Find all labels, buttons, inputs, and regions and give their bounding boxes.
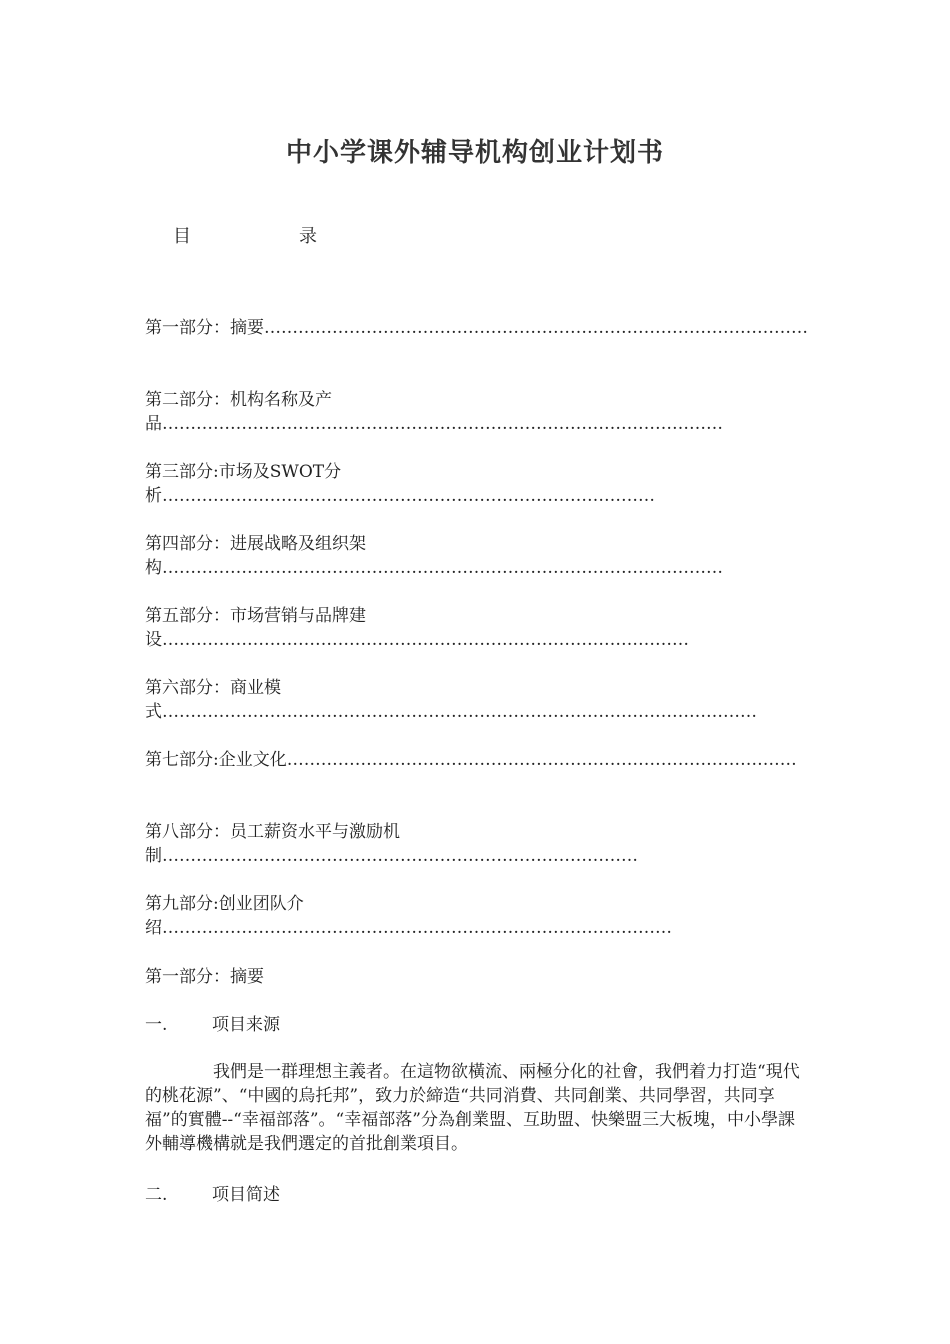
subsection-heading xyxy=(145,1183,810,1207)
toc-item xyxy=(145,532,810,604)
subsection-title: 项目来源 xyxy=(212,1015,280,1035)
toc-item-label: 第二部分：机构名称及产品 xyxy=(145,390,332,434)
toc-item-leader: ……………………………………………………………………………… xyxy=(286,750,797,770)
toc-item xyxy=(145,604,810,676)
subsection-heading xyxy=(145,1013,810,1037)
subsection-number: 一. xyxy=(145,1015,168,1035)
toc-item-leader: ……………………………………………………………………………………… xyxy=(162,558,723,578)
subsection-number: 二. xyxy=(145,1185,168,1205)
toc-item-label: 第三部分:市场及SWOT分析 xyxy=(145,462,342,506)
toc-item-leader: ………………………………………………………………………………… xyxy=(162,630,689,650)
toc-item xyxy=(145,316,810,388)
section-heading: 第一部分：摘要 xyxy=(145,967,264,987)
toc-item-leader: …………………………………………………………………………………………… xyxy=(162,702,757,722)
toc-item xyxy=(145,460,810,532)
subsection-title: 项目简述 xyxy=(212,1185,280,1205)
toc-item-label: 第九部分:创业团队介绍 xyxy=(145,894,304,938)
toc-heading xyxy=(173,222,317,248)
toc-item xyxy=(145,748,810,820)
toc-item-label: 第七部分:企业文化 xyxy=(145,750,287,770)
toc-item-leader: ……………………………………………………………………………………… xyxy=(162,414,723,434)
toc-item-label: 第八部分：员工薪资水平与激励机制 xyxy=(145,822,400,866)
toc-item-label: 第一部分：摘要 xyxy=(145,318,264,338)
toc-item-label: 第五部分：市场营销与品牌建设 xyxy=(145,606,366,650)
toc-item xyxy=(145,820,810,892)
toc-item xyxy=(145,892,810,964)
toc-item-leader: …………………………………………………………………………………… xyxy=(264,318,808,338)
toc-item xyxy=(145,388,810,460)
document-title: 中小学课外辅导机构创业计划书 xyxy=(285,138,664,168)
table-of-contents xyxy=(145,316,810,964)
toc-item xyxy=(145,676,810,748)
toc-item-leader: ……………………………………………………………………………… xyxy=(162,918,672,938)
toc-heading-left: 目 xyxy=(173,226,191,247)
toc-item-label: 第四部分：进展战略及组织架构 xyxy=(145,534,366,578)
toc-item-leader: …………………………………………………………………………… xyxy=(162,486,655,506)
toc-item-leader: ………………………………………………………………………… xyxy=(162,846,638,866)
body-paragraph: 我們是一群理想主義者。在這物欲橫流、兩極分化的社會，我們着力打造“現代的桃花源”、“中國的烏托邦”，致力於締造“共同消費、共同創業、共同學習，共同享福”的實體--“幸福部落”。“幸福部落”分為創業盟、互助盟、快樂盟三大板塊，中小學課外輔導機構就是我們選定的首批創業項目。 xyxy=(145,1062,800,1154)
toc-heading-right: 录 xyxy=(299,226,317,247)
toc-item-label: 第六部分：商业模式 xyxy=(145,678,281,722)
